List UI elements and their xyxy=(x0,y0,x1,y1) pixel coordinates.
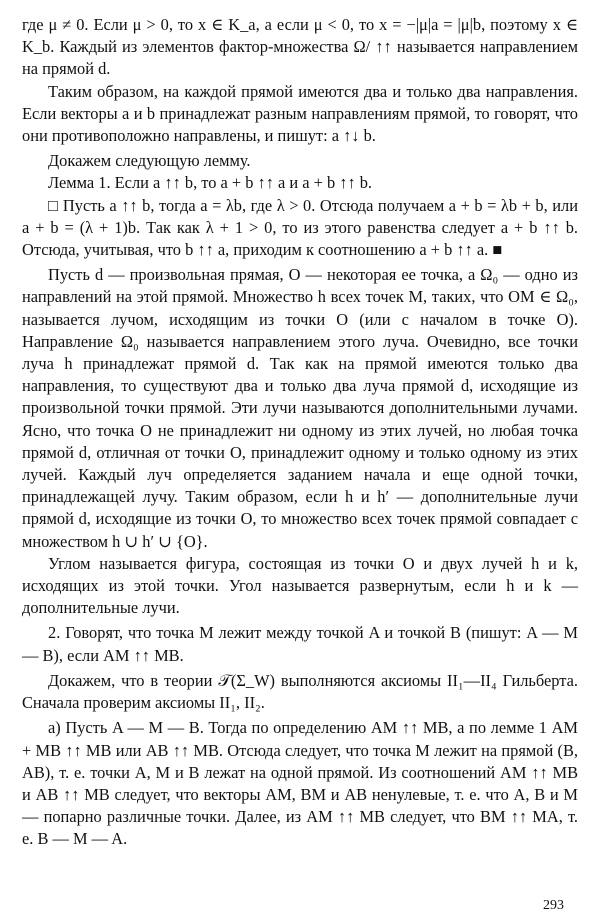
paragraph-angle-definition: Углом называется фигура, состоящая из точки O и двух лучей h и k, исходящих из этой точки. Угол называется развернутым, если h и k — дополнительные лучи. xyxy=(22,553,578,618)
paragraph-hilbert-axioms: Докажем, что в теории 𝒯(Σ_W) выполняются аксиомы II₁—II₄ Гильберта. Сначала проверим аксиомы II₁, II₂. xyxy=(22,670,578,713)
paragraph-betweenness: 2. Говорят, что точка M лежит между точкой A и точкой B (пишут: A — M — B), если AM ↑↑ MB. xyxy=(22,623,578,665)
page-number: 293 xyxy=(543,898,564,913)
lemma-1: Лемма 1. Если a ↑↑ b, то a + b ↑↑ a и a + b ↑↑ b. xyxy=(48,173,373,193)
paragraph-1: где μ ≠ 0. Если μ > 0, то x ∈ K_a, а если μ < 0, то x = −|μ|a = |μ|b, поэтому x ∈ K_b. Каждый из элементов фактор-множества Ω/ ↑↑ называется направлением на прямой d. xyxy=(22,15,578,79)
paragraph-3: Докажем следующую лемму. xyxy=(48,151,251,171)
paragraph-ray-definition: Пусть d — произвольная прямая, O — некоторая ее точка, а Ω₀ — одно из направлений на этой прямой. Множество h всех точек M, таких, что OM ∈ Ω₀, называется лучом, исходящим из точки O (или с началом в точке O). Направление Ω₀ называется направлением этого луча. Очевидно, все точки луча h принадлежат прямой d. Так как на прямой имеются только два направления, то существуют два и только два луча прямой d, исходящие из произвольной точки прямой. Эти лучи называются дополнительными лучами. Ясно, что точка O не принадлежит ни одному из этих лучей, но любая точка прямой d, отличная от точки O, принадлежит одному и только одному из этих лучей. Каждый луч определяется заданием начала и еще одной точки, принадлежащей лучу. Таким образом, если h и h′ — дополнительные лучи прямой d, исходящие из точки O, то множество всех точек прямой совпадает с множеством h ∪ h′ ∪ {O}. xyxy=(22,265,578,551)
proof-lemma-1: □ Пусть a ↑↑ b, тогда a = λb, где λ > 0. Отсюда получаем a + b = λb + b, или a + b = (λ + 1)b. Так как λ + 1 > 0, то из этого равенства следует a + b ↑↑ b. Отсюда, учитывая, что b ↑↑ a, приходим к соотношению a + b ↑↑ a. ■ xyxy=(22,195,578,260)
paragraph-2: Таким образом, на каждой прямой имеются два и только два направления. Если векторы a и b принадлежат разным направлениям прямой, то говорят, что они противоположно направлены, и пишут: a ↑↓ b. xyxy=(22,81,578,146)
paragraph-proof-a: а) Пусть A — M — B. Тогда по определению AM ↑↑ MB, а по лемме 1 AM + MB ↑↑ MB или AB ↑↑ MB. Отсюда следует, что точка M лежит на прямой (B, AB), т. е. точки A, M и B лежат на одной прямой. Из соотношений AM ↑↑ MB и AB ↑↑ MB следует, что векторы AM, BM и AB ненулевые, т. е. что A, B и M — попарно различные точки. Далее, из AM ↑↑ MB следует, что BM ↑↑ MA, т. е. B — M — A. xyxy=(22,718,578,849)
book-page xyxy=(22,14,578,914)
